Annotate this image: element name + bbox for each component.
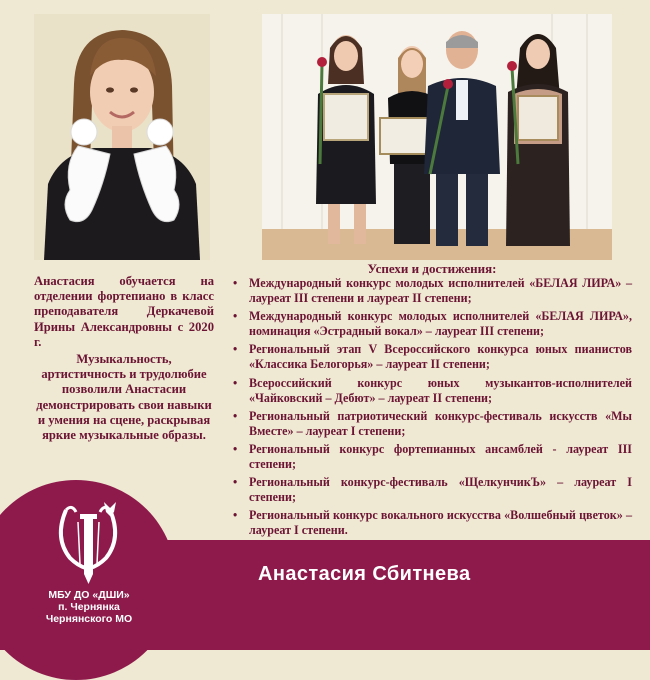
portrait-photo: [34, 14, 210, 260]
biography: [34, 274, 214, 443]
achievements-title: Успехи и достижения:: [367, 261, 497, 276]
list-item: • Региональный патриотический конкурс-фестиваль искусств «Мы Вместе» – лауреат I степени;: [232, 409, 632, 439]
list-item: • Региональный конкурс фортепианных ансамблей - лауреат III степени;: [232, 442, 632, 472]
list-item: • Международный конкурс молодых исполнителей «БЕЛАЯ ЛИРА» – лауреат III степени и лауреат II степени;: [232, 276, 632, 306]
school-line-2: п. Чернянка: [58, 601, 120, 613]
school-line-1: МБУ ДО «ДШИ»: [48, 589, 130, 601]
list-item: • Региональный конкурс-фестиваль «ЩелкунчикЪ» – лауреат I степени;: [232, 475, 632, 505]
list-item: • Региональный этап V Всероссийского конкурса юных пианистов «Классика Белогорья» – лауреат II степени;: [232, 342, 632, 372]
school-line-3: Чернянского МО: [45, 613, 133, 625]
student-name: Анастасия Сбитнева: [258, 563, 471, 585]
eagle-emblem-icon: [104, 502, 116, 516]
list-item: • Региональный конкурс вокального искусства «Волшебный цветок» – лауреат I степени.: [232, 508, 632, 538]
bio-paragraph-2: Музыкальность, артистичность и трудолюбие позволили Анастасии демонстрировать свои навыки и умения на сцене, раскрывая яркие музыкальные образы.: [36, 352, 212, 443]
award-ceremony-photo: [262, 14, 612, 260]
list-item: • Международный конкурс молодых исполнителей «БЕЛАЯ ЛИРА», номинация «Эстрадный вокал» – лауреат III степени;: [232, 309, 632, 339]
school-label: [14, 589, 164, 625]
bio-paragraph-1: Анастасия обучается на отделении фортепиано в класс преподавателя Деркачевой Ирины Александровны с 2020 г.: [34, 274, 214, 349]
lyre-logo-icon: [48, 500, 128, 585]
list-item: • Всероссийский конкурс юных музыкантов-исполнителей «Чайковский – Дебют» – лауреат II степени;: [232, 376, 632, 406]
achievements-list: [232, 276, 632, 542]
